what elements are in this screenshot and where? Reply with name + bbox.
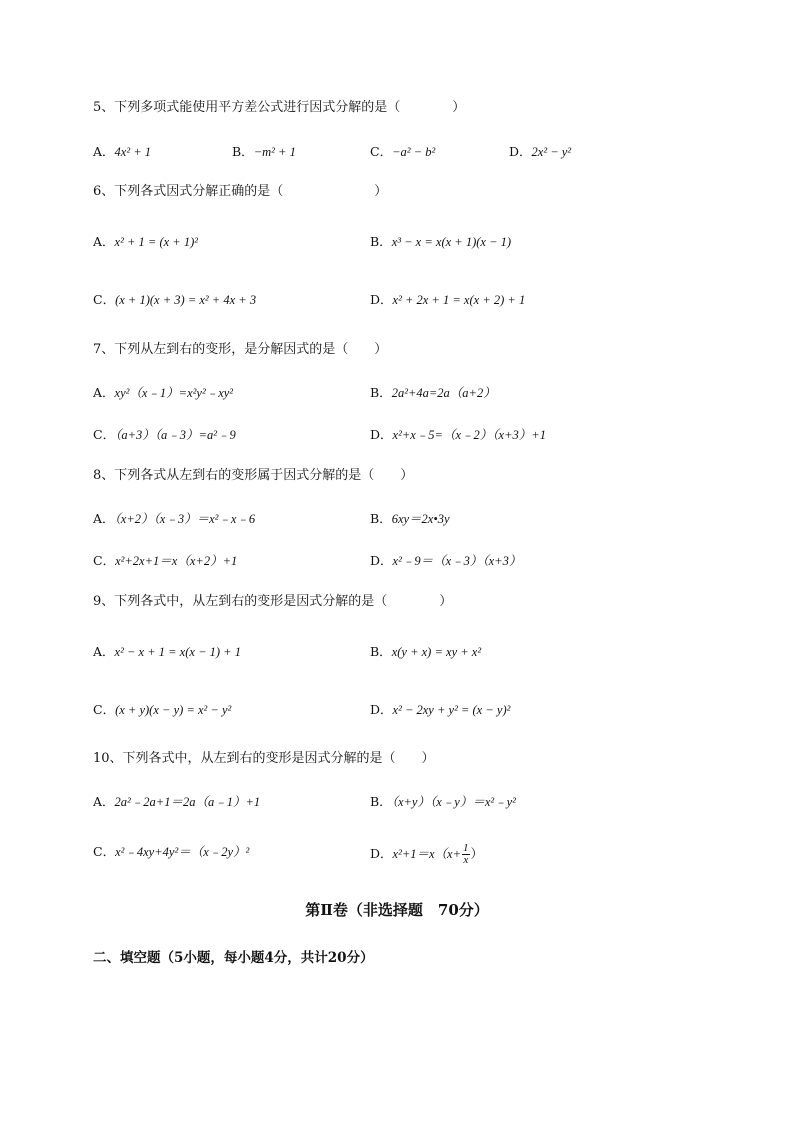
question-9-option-b: B．x(y + x) = xy + x² [370, 644, 482, 659]
question-7-option-c: C．（a+3）（a﹣3）=a²﹣9 [93, 427, 236, 442]
question-9-option-a: A．x² − x + 1 = x(x − 1) + 1 [93, 644, 241, 659]
question-9-stem: 9、下列各式中，从左到右的变形是因式分解的是（ ） [93, 594, 453, 609]
question-8-stem: 8、下列各式从左到右的变形属于因式分解的是（ ） [93, 468, 414, 483]
question-10-option-b: B．（x+y）（x﹣y）＝x²﹣y² [370, 794, 516, 809]
question-10-option-a: A．2a²﹣2a+1＝2a（a﹣1）+1 [93, 794, 261, 809]
question-10-option-d: D．x²+1＝x（x+ $\frac{1}{x}$ ） [370, 842, 484, 866]
question-10-option-c: C．x²﹣4xy+4y²＝（x﹣2y）² [93, 844, 250, 859]
question-8-option-c: C．x²+2x+1＝x（x+2）+1 [93, 553, 238, 568]
question-10-stem: 10、下列各式中，从左到右的变形是因式分解的是（ ） [93, 751, 435, 766]
question-5-stem: 5、下列多项式能使用平方差公式进行因式分解的是（ ） [93, 100, 466, 115]
question-7-option-a: A．xy²（x﹣1）=x²y²﹣xy² [93, 385, 234, 400]
question-5-option-d: D．2x² − y² [509, 144, 572, 159]
question-6-option-c: C．(x + 1)(x + 3) = x² + 4x + 3 [93, 292, 257, 307]
question-6-stem: 6、下列各式因式分解正确的是（ ） [93, 184, 388, 199]
question-5-option-b: B．−m² + 1 [232, 144, 296, 159]
question-7-option-d: D．x²+x﹣5=（x﹣2）（x+3）+1 [370, 427, 546, 442]
question-9-option-c: C．(x + y)(x − y) = x² − y² [93, 702, 232, 717]
question-6-option-d: D．x² + 2x + 1 = x(x + 2) + 1 [370, 292, 526, 307]
fill-in-blank-section-title: 二、填空题（5小题，每小题4分，共计20分） [93, 950, 374, 966]
question-6-option-b: B．x³ − x = x(x + 1)(x − 1) [370, 234, 512, 249]
question-5-option-a: A．4x² + 1 [93, 144, 152, 159]
fraction-one-over-x: $\frac{1}{x}$ [463, 842, 469, 866]
question-7-option-b: B．2a²+4a=2a（a+2） [370, 385, 496, 400]
question-9-option-d: D．x² − 2xy + y² = (x − y)² [370, 702, 511, 717]
question-8-option-a: A．（x+2）（x﹣3）＝x²﹣x﹣6 [93, 511, 256, 526]
question-7-stem: 7、下列从左到右的变形，是分解因式的是（ ） [93, 342, 388, 357]
question-8-option-b: B．6xy＝2x•3y [370, 511, 450, 526]
question-6-option-a: A．x² + 1 = (x + 1)² [93, 234, 199, 249]
part-two-title: 第Ⅱ卷（非选择题 70分） [305, 901, 489, 919]
question-5-option-c: C．−a² − b² [370, 144, 436, 159]
question-8-option-d: D．x²﹣9＝（x﹣3）（x+3） [370, 553, 522, 568]
